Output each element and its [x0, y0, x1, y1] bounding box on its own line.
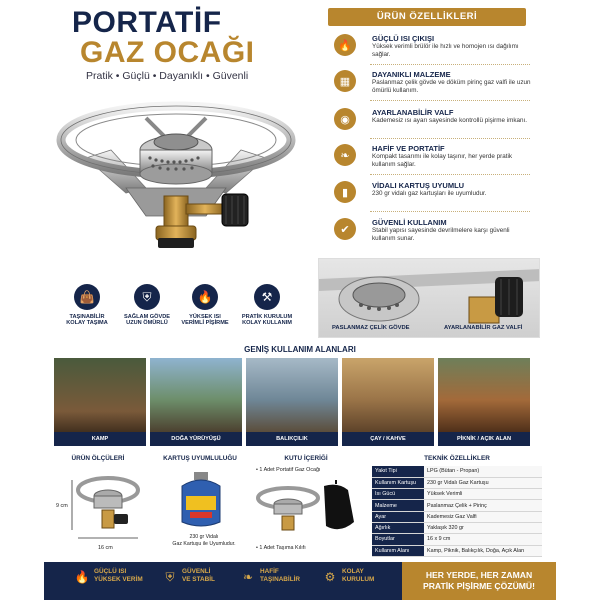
closeup-caption-left: PASLANMAZ ÇELİK GÖVDE: [332, 325, 410, 331]
tools-icon: ⚒: [254, 284, 280, 310]
footer-cta-line2: PRATİK PİŞİRME ÇÖZÜMÜ!: [422, 581, 536, 591]
footer-item-line1: GÜVENLİ: [182, 568, 211, 575]
flame-icon: 🔥: [74, 570, 90, 584]
tagline: Pratik • Güçlü • Dayanıklı • Güvenli: [86, 70, 249, 82]
cartridge-caption-line2: Gaz Kartuşu ile Uyumludur.: [172, 541, 236, 547]
footer-item-line1: KOLAY: [342, 568, 364, 575]
spec-value: Kademesiz Gaz Valfi: [424, 511, 542, 522]
grid-icon: ▦: [334, 70, 356, 92]
table-row: [372, 511, 542, 522]
feature-desc: Kompakt tasarımı ile kolay taşınır, her yerde pratik kullanım sağlar.: [372, 153, 512, 168]
canister-icon: ▮: [334, 181, 356, 203]
feature-desc: Paslanmaz çelik gövde ve döküm pirinç gaz valfi ile uzun ömürlü kullanım.: [372, 79, 531, 94]
footer-item-line2: VE STABİL: [182, 576, 215, 583]
spec-value: LPG (Bütan - Propan): [424, 466, 542, 477]
box-content-title: KUTU İÇERİĞİ: [284, 455, 328, 462]
feature-title: AYARLANABİLİR VALF: [372, 108, 454, 117]
usage-section-title: GENİŞ KULLANIM ALANLARI: [244, 345, 356, 354]
usage-label: KAMP: [54, 432, 146, 446]
product-title-line2: GAZ OCAĞI: [80, 36, 255, 69]
features-header: ÜRÜN ÖZELLİKLERİ: [328, 8, 526, 26]
spec-value: 16 x 9 cm: [424, 534, 542, 545]
bag-icon: 👜: [74, 284, 100, 310]
feather-icon: ❧: [334, 144, 356, 166]
spec-value: Paslanmaz Çelik + Pirinç: [424, 500, 542, 511]
cartridge-caption: [164, 534, 244, 548]
box-item-bag: • 1 Adet Taşıma Kılıfı: [256, 545, 306, 551]
spec-value: 230 gr Vidalı Gaz Kartuşu: [424, 477, 542, 488]
footer-item-line1: HAFİF: [260, 568, 279, 575]
spec-key: Kullanım Kartuşu: [372, 477, 424, 488]
box-item-stove: • 1 Adet Portatif Gaz Ocağı: [256, 467, 321, 473]
feature-title: VİDALI KARTUŞ UYUMLU: [372, 181, 465, 190]
dimensions-title: ÜRÜN ÖLÇÜLERİ: [71, 455, 125, 462]
usage-fishing: [246, 358, 338, 446]
usage-hiking: [150, 358, 242, 446]
table-row: [372, 489, 542, 500]
badge-line2: KOLAY TAŞIMA: [66, 320, 108, 326]
footer-item-line2: KURULUM: [342, 576, 375, 583]
usage-label: PİKNİK / AÇIK ALAN: [438, 432, 530, 446]
valve-icon: ◉: [334, 108, 356, 130]
badge-heat: [170, 284, 240, 326]
usage-picnic: [438, 358, 530, 446]
footer-cta-line1: HER YERDE, HER ZAMAN: [425, 570, 533, 580]
table-row: [372, 522, 542, 533]
footer-item: [94, 568, 143, 584]
shield-icon: ✔: [334, 218, 356, 240]
cartridge-title: KARTUŞ UYUMLULUĞU: [163, 455, 237, 462]
dimension-height: 9 cm: [56, 503, 68, 509]
flame-icon: 🔥: [192, 284, 218, 310]
closeup-caption-right: AYARLANABİLİR GAZ VALFİ: [444, 325, 523, 331]
table-row: [372, 466, 542, 477]
table-row: [372, 477, 542, 488]
specs-table: [372, 466, 542, 557]
feather-icon: ❧: [242, 570, 254, 584]
feature-title: DAYANIKLI MALZEME: [372, 70, 451, 79]
box-content-image: [252, 480, 362, 538]
shield-icon: ⛨: [134, 284, 160, 310]
badge-line1: YÜKSEK ISI: [189, 314, 221, 320]
footer-item: [342, 568, 374, 584]
badge-line1: PRATİK KURULUM: [241, 314, 293, 320]
product-title-line1: PORTATİF: [72, 6, 222, 39]
usage-label: BALIKÇILIK: [246, 432, 338, 446]
feature-desc: 230 gr vidalı gaz kartuşları ile uyumludur.: [372, 190, 487, 197]
dimensions-diagram: [66, 468, 146, 548]
table-row: [372, 545, 542, 556]
spec-key: Kullanım Alanı: [372, 545, 424, 556]
badge-line2: KOLAY KULLANIM: [242, 320, 292, 326]
footer-item: [260, 568, 300, 584]
spec-key: Ayar: [372, 511, 424, 522]
badge-setup: [232, 284, 302, 326]
badge-line1: SAĞLAM GÖVDE: [124, 314, 170, 320]
gas-cartridge-image: [176, 472, 226, 530]
dimension-width: 16 cm: [98, 545, 113, 551]
table-row: [372, 500, 542, 511]
footer-banner: [44, 562, 556, 600]
feature-title: GÜÇLÜ ISI ÇIKIŞI: [372, 34, 435, 43]
spec-key: Malzeme: [372, 500, 424, 511]
spec-key: Ağırlık: [372, 522, 424, 533]
footer-cta: [402, 562, 556, 600]
footer-item-line1: GÜÇLÜ ISI: [94, 568, 127, 575]
flame-icon: 🔥: [334, 34, 356, 56]
gear-icon: ⚙: [324, 570, 336, 584]
feature-desc: Kademesiz ısı ayarı sayesinde kontrollü pişirme imkanı.: [372, 117, 528, 124]
feature-title: HAFİF VE PORTATİF: [372, 144, 445, 153]
cartridge-caption-line1: 230 gr Vidalı: [189, 534, 219, 540]
badge-line1: TAŞINABİLİR: [69, 314, 105, 320]
badge-line2: UZUN ÖMÜRLÜ: [126, 320, 168, 326]
feature-desc: Yüksek verimli brülör ile hızlı ve homojen ısı dağılımı sağlar.: [372, 43, 519, 58]
usage-label: ÇAY / KAHVE: [342, 432, 434, 446]
badge-line2: VERİMLİ PİŞİRME: [181, 320, 229, 326]
footer-item-line2: YÜKSEK VERİM: [94, 576, 143, 583]
spec-key: Boyutlar: [372, 534, 424, 545]
shield-icon: ⛨: [165, 570, 175, 584]
spec-value: Yüksek Verimli: [424, 489, 542, 500]
spec-key: Yakıt Tipi: [372, 466, 424, 477]
usage-tea: [342, 358, 434, 446]
feature-title: GÜVENLİ KULLANIM: [372, 218, 447, 227]
usage-camp: [54, 358, 146, 446]
spec-value: Yaklaşık 320 gr: [424, 522, 542, 533]
spec-value: Kamp, Piknik, Balıkçılık, Doğa, Açık Alan: [424, 545, 542, 556]
specs-title: TEKNİK ÖZELLİKLER: [424, 455, 490, 462]
usage-label: DOĞA YÜRÜYÜŞÜ: [150, 432, 242, 446]
table-row: [372, 534, 542, 545]
feature-desc: Stabil yapısı sayesinde devrilmelere karşı güvenli kullanım sunar.: [372, 227, 510, 242]
footer-item-line2: TAŞINABİLİR: [260, 576, 300, 583]
spec-key: Isı Gücü: [372, 489, 424, 500]
footer-item: [182, 568, 215, 584]
stove-product-image: [56, 88, 296, 268]
